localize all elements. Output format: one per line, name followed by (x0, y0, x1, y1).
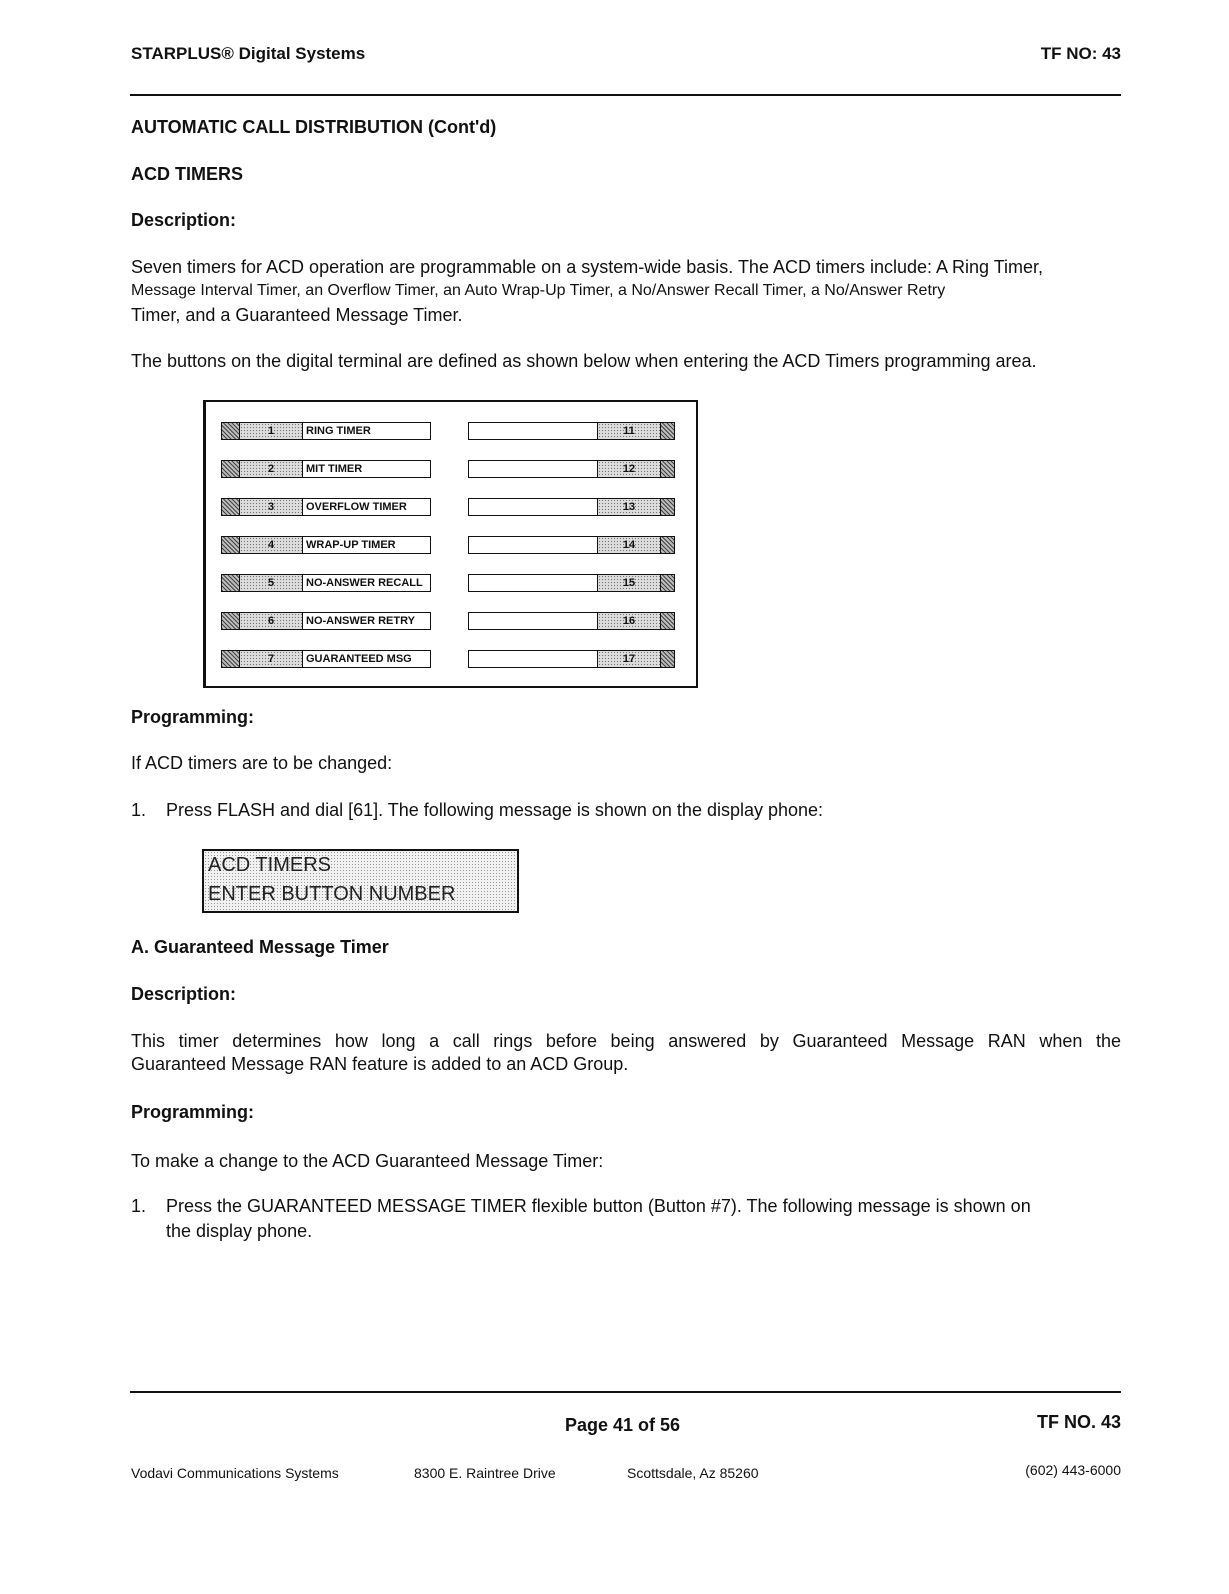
button-label-blank (468, 422, 598, 440)
button-led (221, 460, 240, 478)
button-number: 15 (597, 574, 661, 592)
button-led (221, 536, 240, 554)
button-led (660, 650, 675, 668)
programming-label: Programming: (131, 707, 255, 727)
display-line-2: ENTER BUTTON NUMBER (208, 883, 456, 905)
button-label: WRAP-UP TIMER (302, 536, 431, 554)
step-number: 1. (131, 800, 147, 820)
button-label: NO-ANSWER RETRY (302, 612, 431, 630)
button-label: GUARANTEED MSG (302, 650, 431, 668)
button-number: 4 (239, 536, 303, 554)
button-led (221, 574, 240, 592)
button-label: OVERFLOW TIMER (302, 498, 431, 516)
button-led (221, 650, 240, 668)
description-line: Message Interval Timer, an Overflow Timer, an Auto Wrap-Up Timer, a No/Answer Recall Timer, a No/Answer Retry (131, 282, 946, 299)
section-title: AUTOMATIC CALL DISTRIBUTION (Cont'd) (131, 117, 497, 137)
button-label-blank (468, 498, 598, 516)
button-number: 11 (597, 422, 661, 440)
footer-tf-no: TF NO. 43 (1036, 1412, 1121, 1432)
step-text: Press the GUARANTEED MESSAGE TIMER flexible button (Button #7). The following message is shown on (166, 1196, 1031, 1216)
description-label: Description: (131, 210, 237, 230)
footer-address: 8300 E. Raintree Drive (414, 1465, 556, 1481)
button-number: 3 (239, 498, 303, 516)
button-led (660, 612, 675, 630)
footer-rule (130, 1391, 1121, 1393)
button-number: 1 (239, 422, 303, 440)
button-led (660, 460, 675, 478)
subsection-a-programming-label: Programming: (131, 1102, 255, 1122)
button-number: 6 (239, 612, 303, 630)
button-label-blank (468, 574, 598, 592)
button-number: 17 (597, 650, 661, 668)
button-led (221, 422, 240, 440)
button-number: 7 (239, 650, 303, 668)
button-number: 5 (239, 574, 303, 592)
button-label-blank (468, 650, 598, 668)
button-number: 16 (597, 612, 661, 630)
button-led (660, 536, 675, 554)
display-line-1: ACD TIMERS (208, 854, 331, 876)
footer-company: Vodavi Communications Systems (131, 1465, 339, 1481)
button-led (221, 498, 240, 516)
button-label: MIT TIMER (302, 460, 431, 478)
button-label-blank (468, 612, 598, 630)
header-brand: STARPLUS® Digital Systems (131, 44, 366, 63)
header-rule (130, 94, 1121, 96)
description-line: Timer, and a Guaranteed Message Timer. (131, 305, 463, 325)
button-number: 2 (239, 460, 303, 478)
footer-city: Scottsdale, Az 85260 (627, 1465, 759, 1481)
footer-phone: (602) 443-6000 (1025, 1462, 1121, 1478)
header-tf-no: TF NO: 43 (1040, 44, 1121, 63)
button-led (660, 574, 675, 592)
subsection-title: ACD TIMERS (131, 164, 243, 184)
subsection-a-title: A. Guaranteed Message Timer (131, 937, 389, 957)
if-changed-text: If ACD timers are to be changed: (131, 753, 393, 773)
button-label-blank (468, 536, 598, 554)
description-line: Seven timers for ACD operation are programmable on a system-wide basis. The ACD timers include: A Ring Timer, (131, 257, 1044, 277)
button-layout-diagram (203, 400, 698, 688)
button-led (660, 422, 675, 440)
subsection-a-description-label: Description: (131, 984, 237, 1004)
buttons-intro: The buttons on the digital terminal are defined as shown below when entering the ACD Timers programming area. (131, 351, 1037, 371)
button-number: 14 (597, 536, 661, 554)
button-led (221, 612, 240, 630)
footer-page-number: Page 41 of 56 (565, 1415, 681, 1435)
subsection-a-description-line: Guaranteed Message RAN feature is added to an ACD Group. (131, 1054, 629, 1074)
step-number: 1. (131, 1196, 147, 1216)
button-number: 13 (597, 498, 661, 516)
subsection-a-intro: To make a change to the ACD Guaranteed Message Timer: (131, 1151, 604, 1171)
button-label: RING TIMER (302, 422, 431, 440)
button-label-blank (468, 460, 598, 478)
button-label: NO-ANSWER RECALL (302, 574, 431, 592)
lcd-display (202, 849, 519, 913)
subsection-a-description-line: This timer determines how long a call rings before being answered by Guaranteed Message RAN when the (131, 1031, 1121, 1051)
step-text: Press FLASH and dial [61]. The following message is shown on the display phone: (166, 800, 824, 820)
button-number: 12 (597, 460, 661, 478)
step-text: the display phone. (166, 1221, 313, 1241)
button-led (660, 498, 675, 516)
